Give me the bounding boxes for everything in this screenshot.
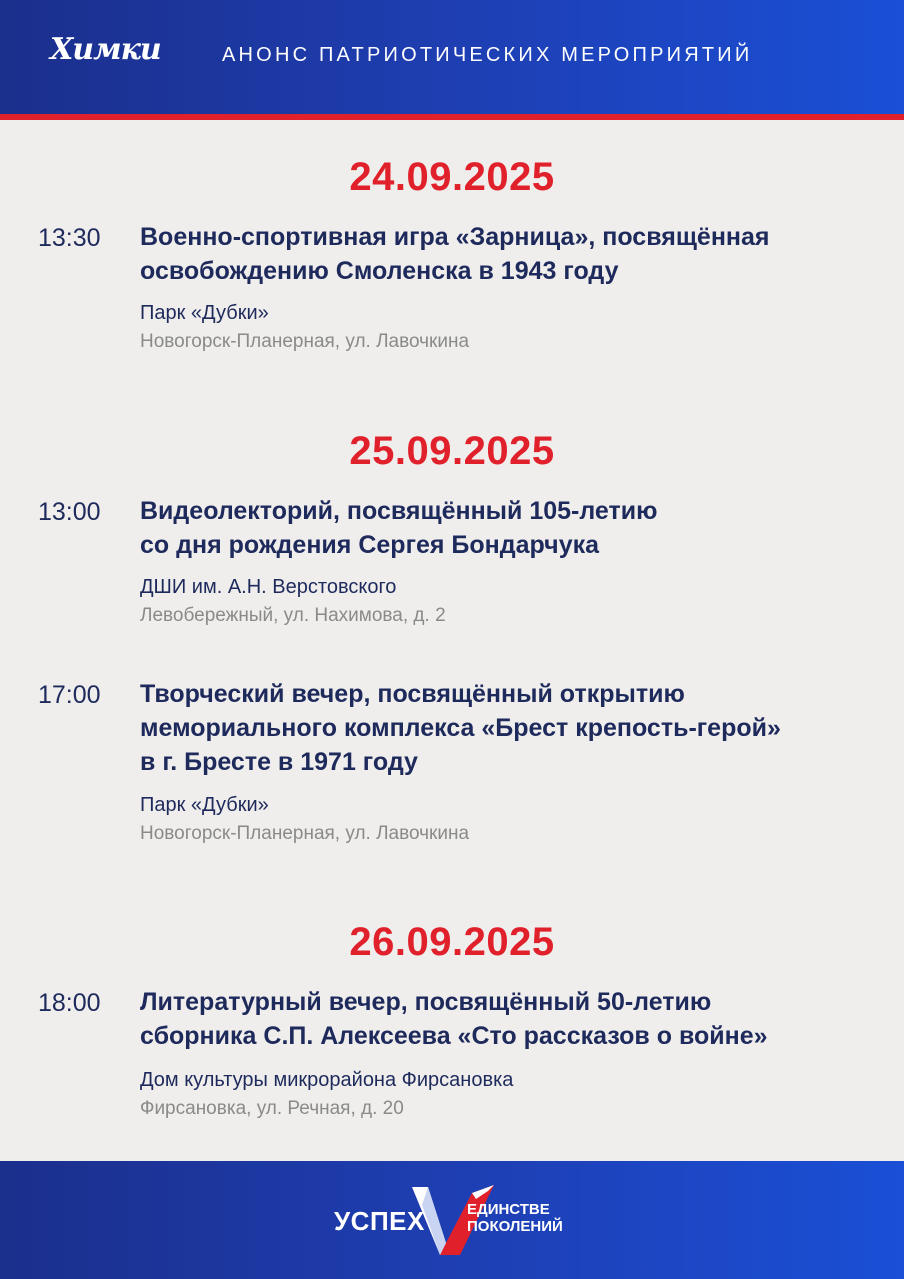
event-venue: Дом культуры микрорайона Фирсановка <box>140 1069 514 1091</box>
event-title-line: сборника С.П. Алексеева «Сто рассказов о войне» <box>140 1022 768 1050</box>
event-title-line: Литературный вечер, посвящённый 50-летию <box>140 988 712 1016</box>
date-heading: 25.09.2025 <box>349 429 555 473</box>
event-time: 13:30 <box>38 224 101 252</box>
khimki-logo-icon <box>50 30 160 80</box>
event-title <box>140 220 870 288</box>
date-heading: 26.09.2025 <box>349 920 555 964</box>
event-time: 17:00 <box>38 681 101 709</box>
event-title-line: освобождению Смоленска в 1943 году <box>140 257 619 285</box>
logo-text: Химки <box>50 32 161 67</box>
page-title: АНОНС ПАТРИОТИЧЕСКИХ МЕРОПРИЯТИЙ <box>222 44 753 66</box>
header-divider <box>0 114 904 120</box>
event-address: Новогорск-Планерная, ул. Лавочкина <box>140 823 470 844</box>
event-title-line: в г. Бресте в 1971 году <box>140 748 418 776</box>
event-venue: Парк «Дубки» <box>140 794 269 816</box>
event-time: 13:00 <box>38 498 101 526</box>
event-time: 18:00 <box>38 989 101 1017</box>
event-title <box>140 677 870 779</box>
event-title-line: Видеолекторий, посвящённый 105-летию <box>140 497 658 525</box>
event-title-line: со дня рождения Сергея Бондарчука <box>140 531 600 559</box>
footer-subtitle-line: ЕДИНСТВЕ <box>467 1201 550 1218</box>
event-title-line: Военно-спортивная игра «Зарница», посвящённая <box>140 223 770 251</box>
footer-subtitle <box>467 1201 563 1235</box>
event-address: Новогорск-Планерная, ул. Лавочкина <box>140 331 470 352</box>
footer-slogan: УСПЕХ <box>334 1206 425 1236</box>
event-title <box>140 494 870 562</box>
event-address: Фирсановка, ул. Речная, д. 20 <box>140 1098 404 1119</box>
event-venue: Парк «Дубки» <box>140 302 269 324</box>
event-title-line: мемориального комплекса «Брест крепость-герой» <box>140 714 781 742</box>
footer-bar <box>0 1161 904 1279</box>
event-title-line: Творческий вечер, посвящённый открытию <box>140 680 685 708</box>
header-bar <box>0 0 904 114</box>
date-heading: 24.09.2025 <box>349 155 555 199</box>
event-venue: ДШИ им. А.Н. Верстовского <box>140 576 397 598</box>
footer-subtitle-line: ПОКОЛЕНИЙ <box>467 1218 563 1235</box>
event-title <box>140 985 870 1053</box>
event-address: Левобережный, ул. Нахимова, д. 2 <box>140 605 446 626</box>
